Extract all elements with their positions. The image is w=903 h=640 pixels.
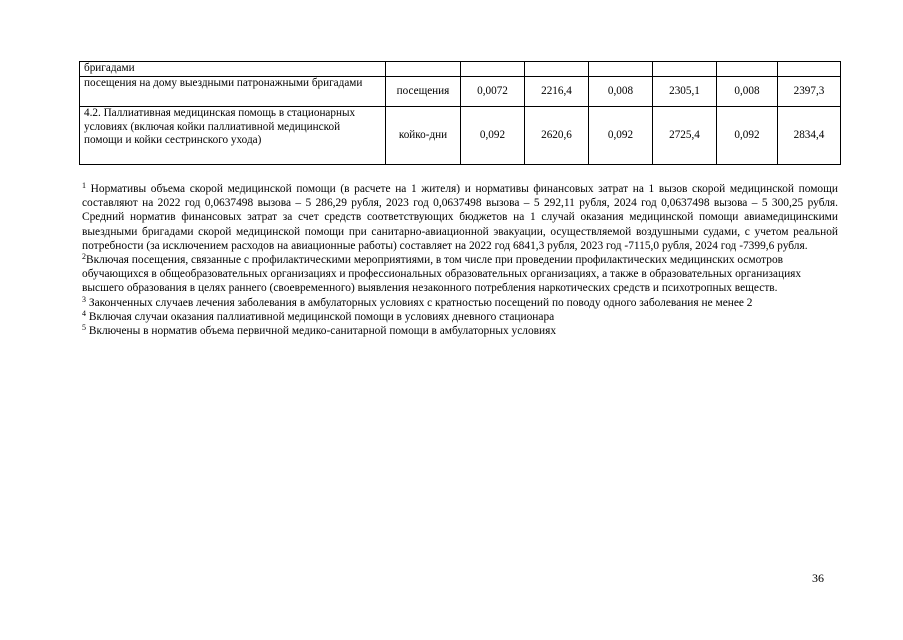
footnote-mark: 2 [82, 252, 86, 262]
row-name-cell: бригадами [80, 62, 386, 77]
footnote-text: Законченных случаев лечения заболевания в амбулаторных условиях с кратностью посещений по поводу одного заболевания не менее 2 [88, 296, 753, 309]
value-cell: 2620,6 [525, 107, 589, 165]
value-cell: 0,092 [461, 107, 525, 165]
row-unit-cell: посещения [386, 77, 461, 107]
value-cell: 0,092 [589, 107, 653, 165]
footnote-5 [82, 324, 838, 338]
value-cell [461, 62, 525, 77]
value-cell [717, 62, 778, 77]
footnote-3 [82, 296, 838, 310]
value-cell [589, 62, 653, 77]
value-cell [653, 62, 717, 77]
row-unit-cell: койко-дни [386, 107, 461, 165]
footnote-text: Включая случаи оказания паллиативной медицинской помощи в условиях дневного стационара [88, 310, 555, 323]
value-cell: 2216,4 [525, 77, 589, 107]
table-row [80, 77, 841, 107]
footnote-2 [82, 253, 838, 296]
value-cell [525, 62, 589, 77]
footnote-mark: 4 [82, 308, 86, 318]
footnote-mark: 1 [82, 181, 86, 190]
footnote-text: Включая посещения, связанные с профилактическими мероприятиями, в том числе при проведении профилактических медицинских осмотров обучающихся в общеобразовательных организациях и профессиональных образовательных организациях, а также в образовательных организациях высшего образования в целях раннего (своевременного) выявления незаконного потребления наркотических средств и психотропных веществ. [82, 254, 802, 295]
footnote-1 [82, 182, 838, 253]
footnote-text: Нормативы объема скорой медицинской помощи (в расчете на 1 жителя) и нормативы финансовых затрат на 1 вызов скорой медицинской помощи составляют на 2022 год 0,0637498 вызова – 5 286,29 рубля, 2023 год 0,0637498 вызова – 5 292,11 рубля, 2024 год 0,0637498 вызова – 5 300,25 рубля. Средний норматив финансовых затрат за счет средств соответствующих бюджетов на 1 случай оказания медицинской помощи авиамедицинскими выездными бригадами скорой медицинской помощи при санитарно-авиационной эвакуации, осуществляемой воздушными судами, с учетом реальной потребности (за исключением расходов на авиационные работы) составляет на 2022 год 6841,3 рубля, 2023 год -7115,0 рубля, 2024 год -7399,6 рубля. [82, 183, 838, 252]
row-name-cell: посещения на дому выездными патронажными бригадами [80, 77, 386, 107]
footnotes [82, 182, 838, 338]
value-cell: 2725,4 [653, 107, 717, 165]
row-unit-cell [386, 62, 461, 77]
value-cell [778, 62, 841, 77]
footnote-mark: 3 [82, 294, 86, 304]
normatives-table [79, 61, 841, 165]
footnote-4 [82, 310, 838, 324]
value-cell: 0,0072 [461, 77, 525, 107]
footnote-text: Включены в норматив объема первичной медико-санитарной помощи в амбулаторных условиях [88, 325, 557, 338]
table-row [80, 62, 841, 77]
value-cell: 2834,4 [778, 107, 841, 165]
value-cell: 2305,1 [653, 77, 717, 107]
page-number: 36 [812, 571, 824, 585]
value-cell: 0,008 [589, 77, 653, 107]
row-name-cell: 4.2. Паллиативная медицинская помощь в стационарных условиях (включая койки паллиативной медицинской помощи и койки сестринского ухода) [80, 107, 386, 165]
value-cell: 0,092 [717, 107, 778, 165]
value-cell: 0,008 [717, 77, 778, 107]
value-cell: 2397,3 [778, 77, 841, 107]
table-row [80, 107, 841, 165]
footnote-mark: 5 [82, 323, 86, 333]
